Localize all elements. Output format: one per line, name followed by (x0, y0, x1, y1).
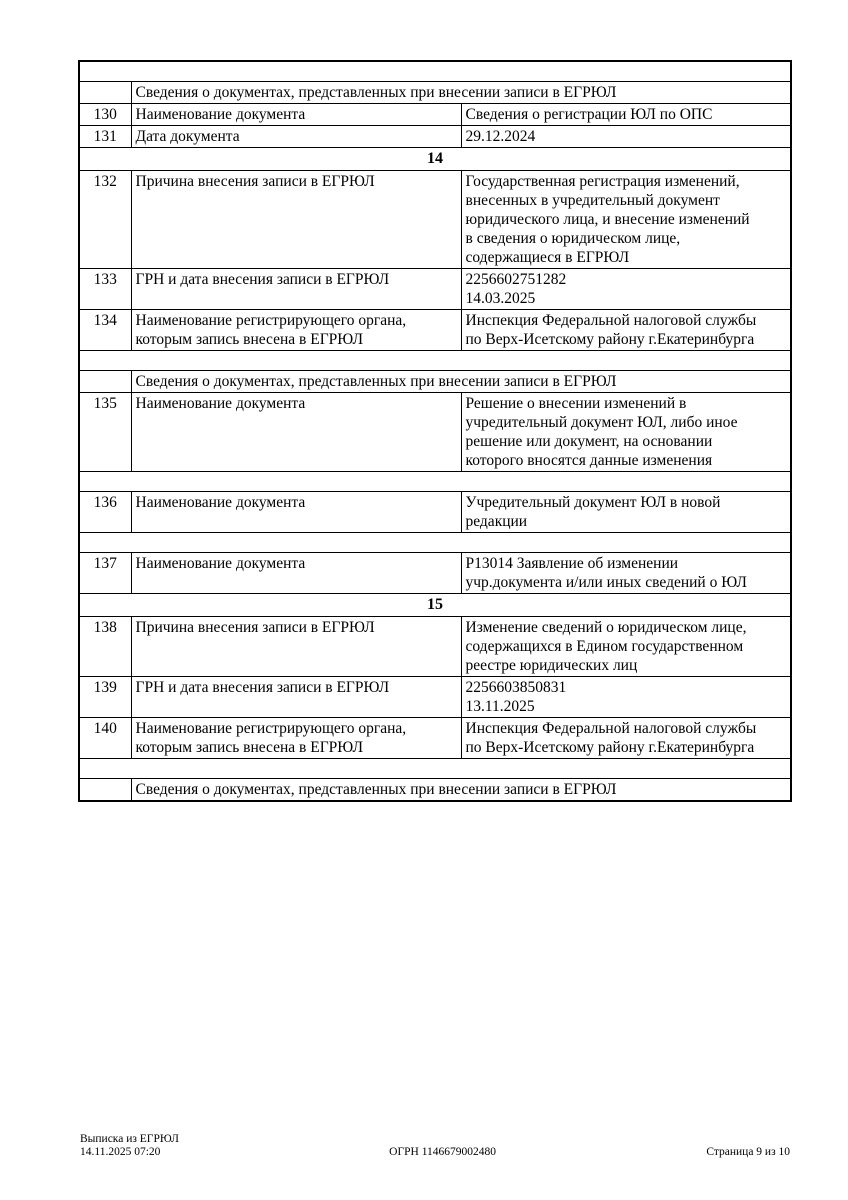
value-line: 2256602751282 (465, 270, 567, 288)
section-header-cell: Сведения о документах, представленных при внесении записи в ЕГРЮЛ (131, 81, 791, 103)
attribute-name-cell: Наименование документа (131, 491, 461, 532)
page-footer (80, 1133, 790, 1159)
footer-timestamp: 14.11.2025 07:20 (80, 1146, 161, 1158)
attribute-name-cell: ГРН и дата внесения записи в ЕГРЮЛ (131, 268, 461, 309)
table-row-131 (79, 125, 791, 147)
table-row-section_header-1 (79, 81, 791, 103)
attribute-value-cell (461, 491, 791, 532)
table-row-empty-0 (79, 61, 791, 81)
value-line: Решение о внесении изменений в (465, 394, 687, 412)
row-number-cell: 139 (79, 676, 131, 717)
value-line: Учредительный документ ЮЛ в новой (465, 493, 721, 511)
row-number-cell (79, 370, 131, 392)
value-line: редакции (465, 512, 528, 530)
attribute-value-cell (461, 309, 791, 350)
spacer-cell (79, 350, 791, 370)
section-number-cell: 14 (79, 147, 791, 170)
table-row-section_header-20 (79, 778, 791, 801)
value-line: содержащихся в Едином государственном (465, 637, 744, 655)
table-row-140 (79, 717, 791, 758)
table-row-139 (79, 676, 791, 717)
footer-page-number: Страница 9 из 10 (706, 1146, 790, 1158)
value-line: которого вносятся данные изменения (465, 451, 713, 469)
value-line: содержащиеся в ЕГРЮЛ (465, 248, 630, 266)
value-line: 13.11.2025 (465, 697, 535, 715)
value-line: учр.документа и/или иных сведений о ЮЛ (465, 573, 747, 591)
row-number-cell: 133 (79, 268, 131, 309)
attribute-value-cell (461, 392, 791, 471)
attribute-name-cell: Наименование документа (131, 552, 461, 593)
attribute-value-cell (461, 103, 791, 125)
table-row-133 (79, 268, 791, 309)
table-row-138 (79, 616, 791, 676)
table-row-empty-11 (79, 471, 791, 491)
row-number-cell: 132 (79, 170, 131, 268)
table-row-130 (79, 103, 791, 125)
attribute-name-cell: Причина внесения записи в ЕГРЮЛ (131, 616, 461, 676)
attribute-name-cell: Наименование документа (131, 392, 461, 471)
table-row-section_header-9 (79, 370, 791, 392)
attribute-value-cell (461, 125, 791, 147)
value-line: Инспекция Федеральной налоговой службы (465, 311, 757, 329)
row-number-cell (79, 778, 131, 801)
value-line: юридического лица, и внесение изменений (465, 210, 750, 228)
row-number-cell: 138 (79, 616, 131, 676)
row-number-cell (79, 81, 131, 103)
egrul-table-body (79, 61, 791, 801)
attribute-value-cell (461, 552, 791, 593)
attribute-name-cell: Причина внесения записи в ЕГРЮЛ (131, 170, 461, 268)
attribute-name-cell: Наименование регистрирующего органа, которым запись внесена в ЕГРЮЛ (131, 309, 461, 350)
row-number-cell: 136 (79, 491, 131, 532)
row-number-cell: 140 (79, 717, 131, 758)
attribute-value-cell (461, 616, 791, 676)
value-line: внесенных в учредительный документ (465, 191, 720, 209)
footer-left-block (80, 1133, 179, 1159)
section-header-cell: Сведения о документах, представленных при внесении записи в ЕГРЮЛ (131, 778, 791, 801)
footer-doc-type: Выписка из ЕГРЮЛ (80, 1133, 179, 1145)
value-line: в сведения о юридическом лице, (465, 229, 681, 247)
table-row-132 (79, 170, 791, 268)
attribute-name-cell: Дата документа (131, 125, 461, 147)
table-row-empty-8 (79, 350, 791, 370)
attribute-name-cell: Наименование регистрирующего органа, которым запись внесена в ЕГРЮЛ (131, 717, 461, 758)
spacer-cell (79, 471, 791, 491)
attribute-value-cell (461, 170, 791, 268)
row-number-cell: 134 (79, 309, 131, 350)
table-row-136 (79, 491, 791, 532)
value-line: учредительный документ ЮЛ, либо иное (465, 413, 738, 431)
value-line: Инспекция Федеральной налоговой службы (465, 719, 757, 737)
value-line: 2256603850831 (465, 678, 567, 696)
table-row-137 (79, 552, 791, 593)
spacer-cell (79, 532, 791, 552)
attribute-name-cell: ГРН и дата внесения записи в ЕГРЮЛ (131, 676, 461, 717)
table-row-empty-13 (79, 532, 791, 552)
spacer-cell (79, 61, 791, 81)
value-line: по Верх-Исетскому району г.Екатеринбурга (465, 330, 755, 348)
egrul-records-table (78, 60, 792, 802)
attribute-value-cell (461, 268, 791, 309)
value-line: Р13014 Заявление об изменении (465, 554, 679, 572)
table-row-empty-19 (79, 758, 791, 778)
value-line: Изменение сведений о юридическом лице, (465, 618, 747, 636)
value-line: Сведения о регистрации ЮЛ по ОПС (465, 105, 713, 123)
table-row-134 (79, 309, 791, 350)
value-line: 14.03.2025 (465, 289, 536, 307)
attribute-name-cell: Наименование документа (131, 103, 461, 125)
value-line: решение или документ, на основании (465, 432, 713, 450)
attribute-value-cell (461, 717, 791, 758)
value-line: 29.12.2024 (465, 127, 536, 145)
section-header-cell: Сведения о документах, представленных при внесении записи в ЕГРЮЛ (131, 370, 791, 392)
section-number-cell: 15 (79, 593, 791, 616)
table-row-group-4 (79, 147, 791, 170)
table-row-group-15 (79, 593, 791, 616)
spacer-cell (79, 758, 791, 778)
table-row-135 (79, 392, 791, 471)
value-line: Государственная регистрация изменений, (465, 172, 740, 190)
row-number-cell: 130 (79, 103, 131, 125)
row-number-cell: 135 (79, 392, 131, 471)
footer-ogrn: ОГРН 1146679002480 (389, 1146, 497, 1158)
value-line: реестре юридических лиц (465, 656, 638, 674)
value-line: по Верх-Исетскому району г.Екатеринбурга (465, 738, 755, 756)
row-number-cell: 131 (79, 125, 131, 147)
attribute-value-cell (461, 676, 791, 717)
row-number-cell: 137 (79, 552, 131, 593)
